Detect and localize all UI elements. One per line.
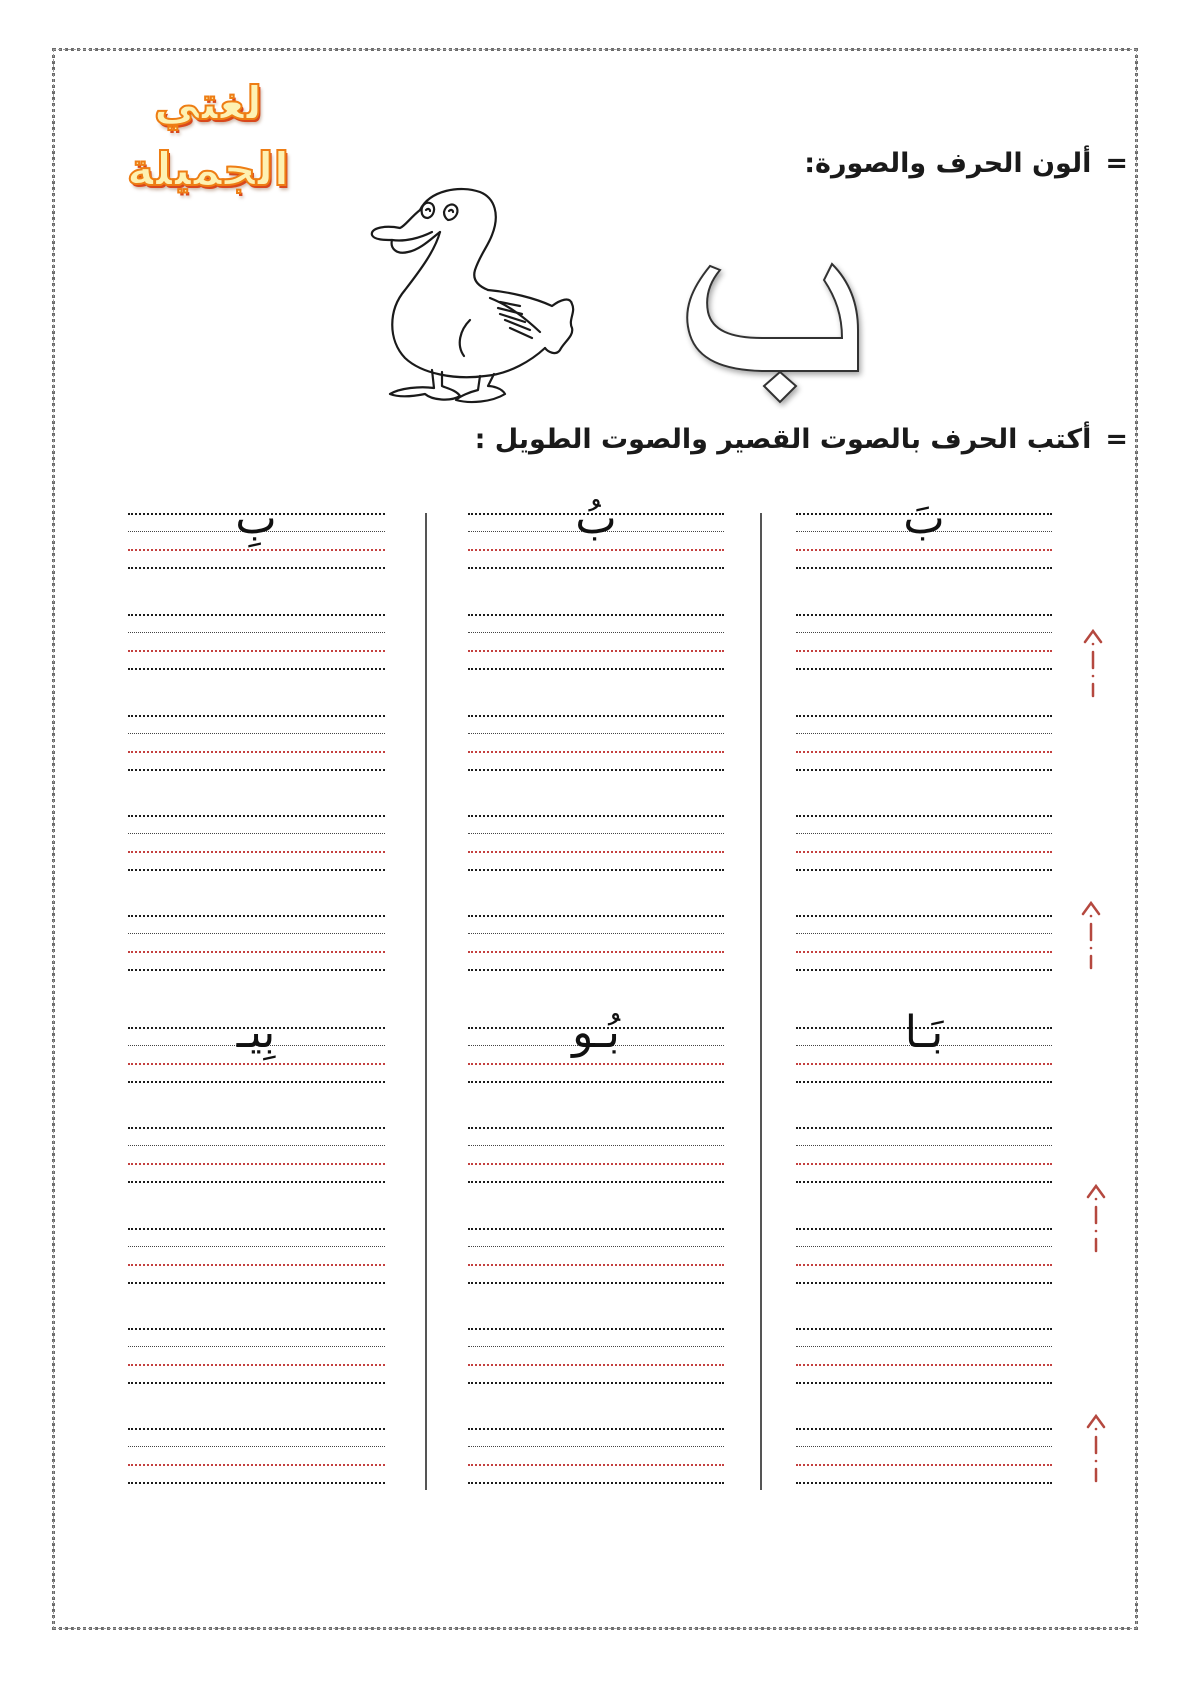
baseline-red bbox=[128, 751, 385, 753]
guide-line bbox=[468, 614, 724, 616]
guide-line bbox=[796, 614, 1052, 616]
bullet: = bbox=[1105, 148, 1128, 179]
guide-line bbox=[128, 1346, 385, 1347]
guide-line bbox=[796, 1482, 1052, 1484]
guide-line bbox=[128, 1081, 385, 1083]
instruction-text: ألون الحرف والصورة: bbox=[804, 148, 1092, 179]
guide-line bbox=[796, 1346, 1052, 1347]
guide-line bbox=[128, 668, 385, 670]
writing-line-set[interactable] bbox=[468, 1328, 724, 1384]
baseline-red bbox=[468, 851, 724, 853]
guide-line bbox=[796, 833, 1052, 834]
writing-line-set[interactable] bbox=[468, 1428, 724, 1484]
arrow-up-icon bbox=[1079, 900, 1103, 970]
baseline-red bbox=[468, 1464, 724, 1466]
column-divider bbox=[425, 513, 427, 1490]
model-letter-bi-kasra: بِ bbox=[235, 493, 277, 544]
guide-line bbox=[796, 1446, 1052, 1447]
baseline-red bbox=[796, 1464, 1052, 1466]
baseline-red bbox=[128, 549, 385, 551]
guide-line bbox=[796, 815, 1052, 817]
guide-line bbox=[128, 1282, 385, 1284]
bullet: = bbox=[1105, 424, 1128, 455]
baseline-red bbox=[468, 549, 724, 551]
guide-line bbox=[128, 1382, 385, 1384]
guide-line bbox=[128, 567, 385, 569]
column-divider bbox=[760, 513, 762, 1490]
guide-line bbox=[796, 869, 1052, 871]
baseline-red bbox=[468, 1163, 724, 1165]
guide-line bbox=[468, 1482, 724, 1484]
duck-image[interactable] bbox=[360, 180, 610, 405]
guide-line bbox=[128, 1482, 385, 1484]
guide-line bbox=[796, 1145, 1052, 1146]
model-letter-ba-fatha: بَ bbox=[903, 493, 945, 544]
writing-line-set[interactable] bbox=[128, 715, 385, 771]
guide-line bbox=[796, 715, 1052, 717]
guide-line bbox=[468, 915, 724, 917]
baseline-red bbox=[796, 1364, 1052, 1366]
writing-line-set[interactable] bbox=[796, 1328, 1052, 1384]
guide-line bbox=[468, 769, 724, 771]
baseline-red bbox=[468, 751, 724, 753]
guide-line bbox=[468, 1145, 724, 1146]
guide-line bbox=[128, 1181, 385, 1183]
guide-line bbox=[796, 567, 1052, 569]
guide-line bbox=[128, 933, 385, 934]
writing-line-set[interactable] bbox=[128, 614, 385, 670]
guide-line bbox=[128, 1228, 385, 1230]
guide-line bbox=[796, 1246, 1052, 1247]
writing-line-set[interactable] bbox=[128, 915, 385, 971]
writing-line-set[interactable] bbox=[796, 1127, 1052, 1183]
guide-line bbox=[796, 733, 1052, 734]
guide-line bbox=[796, 1081, 1052, 1083]
baseline-red bbox=[796, 951, 1052, 953]
guide-line bbox=[468, 1428, 724, 1430]
guide-line bbox=[468, 969, 724, 971]
guide-line bbox=[468, 833, 724, 834]
guide-line bbox=[796, 933, 1052, 934]
guide-line bbox=[796, 1228, 1052, 1230]
instruction-text: أكتب الحرف بالصوت القصير والصوت الطويل : bbox=[474, 424, 1092, 455]
baseline-red bbox=[128, 1163, 385, 1165]
guide-line bbox=[468, 668, 724, 670]
baseline-red bbox=[128, 851, 385, 853]
writing-line-set[interactable] bbox=[468, 1127, 724, 1183]
guide-line bbox=[796, 1181, 1052, 1183]
baseline-red bbox=[796, 1264, 1052, 1266]
guide-line bbox=[468, 1081, 724, 1083]
model-letter-bu-damma: بُ bbox=[575, 493, 617, 544]
instruction-write bbox=[475, 424, 1128, 455]
guide-line bbox=[468, 1328, 724, 1330]
baseline-red bbox=[796, 549, 1052, 551]
writing-line-set[interactable] bbox=[128, 1127, 385, 1183]
guide-line bbox=[468, 933, 724, 934]
guide-line bbox=[128, 1246, 385, 1247]
model-letter-buu-long: بُـو bbox=[572, 1007, 620, 1058]
logo: لغتي الجميلة bbox=[126, 76, 290, 196]
baseline-red bbox=[128, 1364, 385, 1366]
writing-line-set[interactable] bbox=[796, 715, 1052, 771]
guide-line bbox=[468, 1282, 724, 1284]
guide-line bbox=[796, 769, 1052, 771]
baseline-red bbox=[796, 1163, 1052, 1165]
guide-line bbox=[128, 715, 385, 717]
baseline-red bbox=[796, 851, 1052, 853]
guide-line bbox=[128, 1446, 385, 1447]
guide-line bbox=[468, 1181, 724, 1183]
writing-line-set[interactable] bbox=[468, 915, 724, 971]
writing-line-set[interactable] bbox=[468, 815, 724, 871]
guide-line bbox=[128, 915, 385, 917]
writing-line-set[interactable] bbox=[128, 815, 385, 871]
model-letter-bii-long: بِيـ bbox=[236, 1007, 276, 1058]
guide-line bbox=[468, 1382, 724, 1384]
guide-line bbox=[128, 733, 385, 734]
writing-line-set[interactable] bbox=[468, 715, 724, 771]
guide-line bbox=[128, 869, 385, 871]
writing-line-set[interactable] bbox=[468, 1228, 724, 1284]
guide-line bbox=[796, 1382, 1052, 1384]
guide-line bbox=[468, 733, 724, 734]
baseline-red bbox=[468, 650, 724, 652]
writing-line-set[interactable] bbox=[796, 815, 1052, 871]
baseline-red bbox=[128, 1464, 385, 1466]
guide-line bbox=[128, 833, 385, 834]
baseline-red bbox=[468, 1364, 724, 1366]
guide-line bbox=[468, 1246, 724, 1247]
writing-line-set[interactable] bbox=[796, 1228, 1052, 1284]
guide-line bbox=[128, 969, 385, 971]
arrow-up-icon bbox=[1084, 1183, 1108, 1253]
guide-line bbox=[468, 1446, 724, 1447]
guide-line bbox=[796, 915, 1052, 917]
baseline-red bbox=[796, 751, 1052, 753]
guide-line bbox=[796, 1428, 1052, 1430]
model-letter-baa-long: بَـا bbox=[904, 1007, 944, 1058]
guide-line bbox=[796, 632, 1052, 633]
writing-line-set[interactable] bbox=[796, 614, 1052, 670]
baseline-red bbox=[128, 1264, 385, 1266]
baseline-red bbox=[468, 1063, 724, 1065]
baseline-red bbox=[468, 951, 724, 953]
guide-line bbox=[128, 632, 385, 633]
baseline-red bbox=[128, 951, 385, 953]
arrow-up-icon bbox=[1081, 628, 1105, 698]
guide-line bbox=[468, 869, 724, 871]
outlined-letter-ba[interactable] bbox=[672, 170, 872, 410]
guide-line bbox=[796, 1127, 1052, 1129]
baseline-red bbox=[796, 650, 1052, 652]
guide-line bbox=[468, 1228, 724, 1230]
guide-line bbox=[128, 769, 385, 771]
baseline-red bbox=[128, 650, 385, 652]
writing-line-set[interactable] bbox=[128, 1428, 385, 1484]
guide-line bbox=[796, 668, 1052, 670]
guide-line bbox=[128, 1428, 385, 1430]
writing-line-set[interactable] bbox=[796, 1428, 1052, 1484]
guide-line bbox=[468, 815, 724, 817]
writing-line-set[interactable] bbox=[128, 1228, 385, 1284]
baseline-red bbox=[796, 1063, 1052, 1065]
writing-line-set[interactable] bbox=[796, 915, 1052, 971]
guide-line bbox=[128, 1328, 385, 1330]
guide-line bbox=[468, 567, 724, 569]
guide-line bbox=[468, 632, 724, 633]
guide-line bbox=[128, 815, 385, 817]
writing-line-set[interactable] bbox=[468, 614, 724, 670]
guide-line bbox=[128, 614, 385, 616]
guide-line bbox=[128, 1127, 385, 1129]
guide-line bbox=[468, 715, 724, 717]
writing-line-set[interactable] bbox=[128, 1328, 385, 1384]
baseline-red bbox=[468, 1264, 724, 1266]
guide-line bbox=[468, 1127, 724, 1129]
baseline-red bbox=[128, 1063, 385, 1065]
guide-line bbox=[468, 1346, 724, 1347]
guide-line bbox=[796, 1282, 1052, 1284]
arrow-up-icon bbox=[1084, 1413, 1108, 1483]
guide-line bbox=[796, 1328, 1052, 1330]
guide-line bbox=[796, 969, 1052, 971]
guide-line bbox=[128, 1145, 385, 1146]
